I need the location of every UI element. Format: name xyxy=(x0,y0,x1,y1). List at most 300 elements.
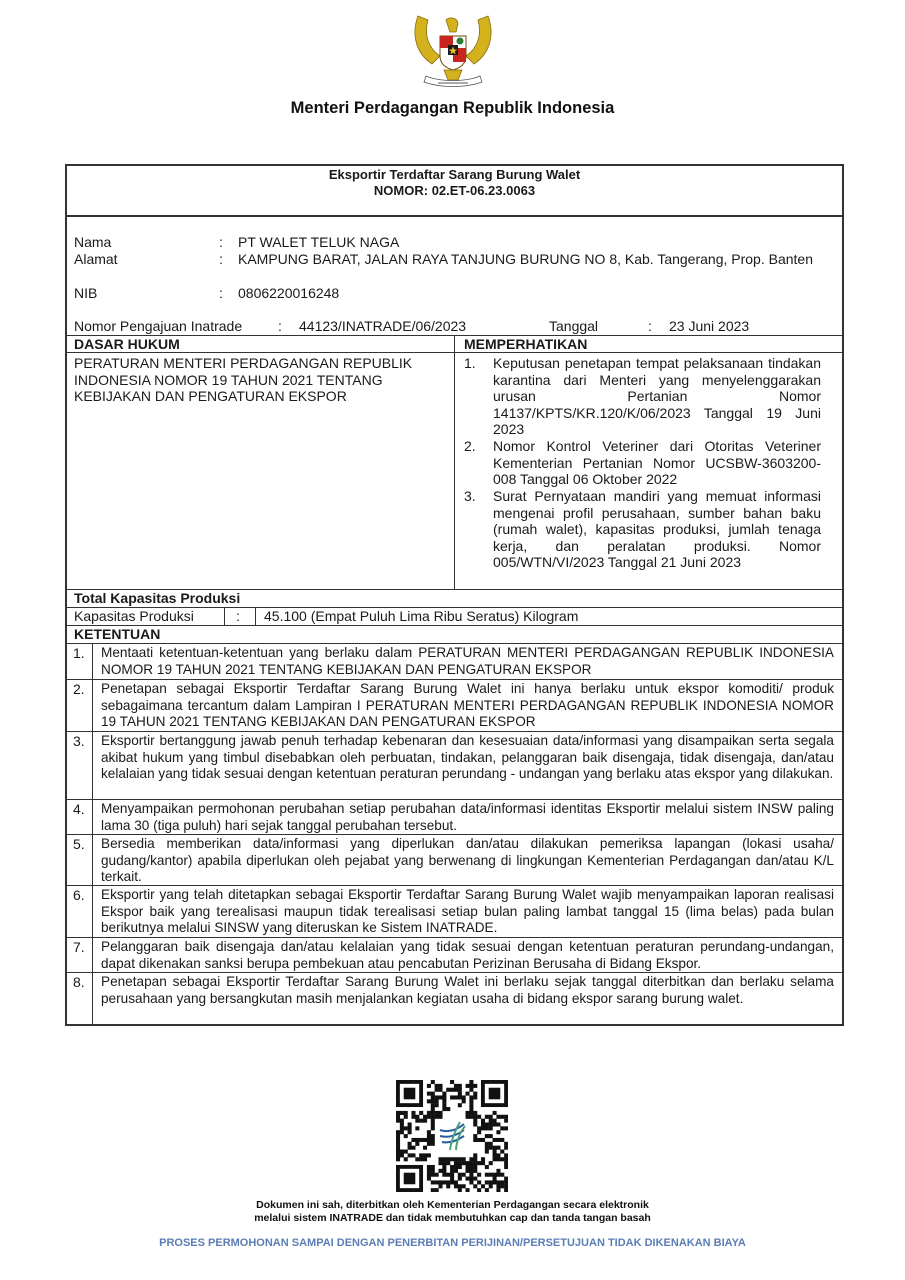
qr-module xyxy=(438,1184,442,1188)
qr-module xyxy=(469,1177,473,1181)
qr-module xyxy=(396,1153,400,1157)
date-colon: : xyxy=(648,318,652,334)
qr-module xyxy=(396,1111,400,1115)
qr-module xyxy=(500,1184,504,1188)
qr-module xyxy=(504,1188,508,1192)
qr-module xyxy=(485,1122,489,1126)
qr-module xyxy=(431,1138,435,1142)
qr-module xyxy=(473,1161,477,1165)
qr-module xyxy=(458,1088,462,1092)
qr-module xyxy=(438,1161,442,1165)
qr-module xyxy=(496,1157,500,1161)
nib-colon: : xyxy=(219,285,223,301)
considering-item-number: 2. xyxy=(464,438,476,454)
provision-number: 8. xyxy=(73,974,85,990)
qr-module xyxy=(431,1180,435,1184)
qr-module xyxy=(462,1157,466,1161)
certificate-number: NOMOR: 02.ET-06.23.0063 xyxy=(373,183,536,198)
qr-module xyxy=(481,1161,485,1165)
qr-module xyxy=(427,1138,431,1142)
qr-module xyxy=(442,1092,446,1096)
qr-module xyxy=(404,1111,408,1115)
qr-module xyxy=(473,1184,477,1188)
qr-module xyxy=(427,1153,431,1157)
qr-module xyxy=(489,1180,493,1184)
qr-module xyxy=(435,1115,439,1119)
qr-module xyxy=(442,1165,446,1169)
qr-module xyxy=(496,1184,500,1188)
qr-module xyxy=(435,1095,439,1099)
provision-number: 5. xyxy=(73,836,85,852)
qr-module xyxy=(477,1138,481,1142)
name-label: Nama xyxy=(74,234,112,250)
qr-module xyxy=(496,1115,500,1119)
qr-module xyxy=(477,1173,481,1177)
cell-divider xyxy=(224,607,225,625)
qr-module xyxy=(496,1169,500,1173)
qr-module xyxy=(469,1095,473,1099)
qr-module xyxy=(411,1153,415,1157)
divider xyxy=(65,679,844,680)
capacity-value: 45.100 (Empat Puluh Lima Ribu Seratus) Kilogram xyxy=(264,608,579,624)
qr-module xyxy=(423,1119,427,1123)
qr-module xyxy=(450,1157,454,1161)
qr-module xyxy=(462,1099,466,1103)
provision-number: 6. xyxy=(73,887,85,903)
qr-module xyxy=(458,1161,462,1165)
qr-module xyxy=(462,1161,466,1165)
qr-module xyxy=(477,1180,481,1184)
divider xyxy=(65,799,844,800)
qr-module xyxy=(493,1157,497,1161)
qr-module xyxy=(396,1146,400,1150)
qr-module xyxy=(415,1119,419,1123)
logo-stroke xyxy=(440,1124,464,1131)
qr-module xyxy=(485,1134,489,1138)
qr-module xyxy=(400,1153,404,1157)
qr-module xyxy=(396,1134,400,1138)
qr-module xyxy=(493,1180,497,1184)
provisions-header: KETENTUAN xyxy=(74,626,161,642)
qr-module xyxy=(423,1157,427,1161)
qr-module xyxy=(454,1157,458,1161)
qr-module xyxy=(473,1165,477,1169)
qr-module xyxy=(473,1084,477,1088)
qr-module xyxy=(415,1126,419,1130)
qr-module xyxy=(435,1111,439,1115)
divider xyxy=(65,643,844,644)
qr-module xyxy=(493,1146,497,1150)
qr-module xyxy=(450,1080,454,1084)
nib-label: NIB xyxy=(74,285,98,301)
considering-item: Keputusan penetapan tempat pelaksanaan tindakan karantina dari Menteri yang menyelenggarakan urusan Pertanian Nomor 14137/KPTS/KR.120/K/06/2023 Tanggal 19 Juni 2023 xyxy=(493,355,821,437)
qr-module xyxy=(469,1080,473,1084)
qr-module xyxy=(411,1115,415,1119)
qr-module xyxy=(469,1157,473,1161)
considering-item: Surat Pernyataan mandiri yang memuat informasi mengenai profil perusahaan, sumber bahan baku (rumah walet), kapasitas produksi, jumlah tenaga kerja, dan peralatan produksi. Nomor 005/WTN/VI/2023 Tanggal 21 Juni 2023 xyxy=(493,488,821,570)
qr-code-icon xyxy=(396,1080,508,1192)
submission-label: Nomor Pengajuan Inatrade xyxy=(74,318,243,334)
qr-module xyxy=(396,1138,400,1142)
divider xyxy=(65,625,844,626)
qr-module xyxy=(438,1169,442,1173)
qr-module xyxy=(427,1169,431,1173)
qr-module xyxy=(473,1177,477,1181)
qr-module xyxy=(435,1088,439,1092)
qr-module xyxy=(446,1180,450,1184)
garuda-emblem-icon xyxy=(410,12,496,92)
qr-module xyxy=(458,1177,462,1181)
qr-module xyxy=(500,1150,504,1154)
qr-module xyxy=(431,1119,435,1123)
qr-module xyxy=(473,1169,477,1173)
qr-module xyxy=(469,1103,473,1107)
qr-module xyxy=(493,1122,497,1126)
qr-module xyxy=(493,1138,497,1142)
qr-module xyxy=(458,1165,462,1169)
qr-module xyxy=(485,1180,489,1184)
qr-module xyxy=(485,1142,489,1146)
qr-module xyxy=(466,1188,470,1192)
qr-module xyxy=(450,1180,454,1184)
qr-module xyxy=(469,1115,473,1119)
provision-number: 3. xyxy=(73,733,85,749)
qr-module xyxy=(473,1119,477,1123)
qr-module xyxy=(481,1184,485,1188)
provision-number: 7. xyxy=(73,939,85,955)
qr-module xyxy=(446,1088,450,1092)
qr-module xyxy=(435,1103,439,1107)
provision-number: 4. xyxy=(73,801,85,817)
qr-module xyxy=(504,1161,508,1165)
nib-value: 0806220016248 xyxy=(238,285,340,301)
company-name: PT WALET TELUK NAGA xyxy=(238,234,400,250)
qr-module xyxy=(450,1177,454,1181)
qr-module xyxy=(489,1134,493,1138)
qr-module xyxy=(435,1173,439,1177)
qr-module xyxy=(431,1092,435,1096)
qr-module xyxy=(496,1130,500,1134)
considering-header: MEMPERHATIKAN xyxy=(464,336,588,352)
qr-module xyxy=(500,1157,504,1161)
qr-module xyxy=(485,1126,489,1130)
qr-module xyxy=(431,1107,435,1111)
qr-module xyxy=(469,1180,473,1184)
qr-module xyxy=(473,1115,477,1119)
qr-module xyxy=(473,1095,477,1099)
qr-module xyxy=(458,1103,462,1107)
qr-module xyxy=(454,1180,458,1184)
qr-module xyxy=(496,1173,500,1177)
qr-module xyxy=(477,1126,481,1130)
divider xyxy=(65,885,844,886)
qr-module xyxy=(396,1119,400,1123)
qr-module xyxy=(427,1130,431,1134)
date-value: 23 Juni 2023 xyxy=(669,318,750,334)
qr-module xyxy=(458,1095,462,1099)
legal-basis-text: PERATURAN MENTERI PERDAGANGAN REPUBLIK INDONESIA NOMOR 19 TAHUN 2021 TENTANG KEBIJAKAN DAN PENGATURAN EKSPOR xyxy=(74,355,413,404)
free-of-charge-notice: PROSES PERMOHONAN SAMPAI DENGAN PENERBITAN PERIJINAN/PERSETUJUAN TIDAK DIKENAKAN BIAYA xyxy=(159,1237,746,1249)
qr-module xyxy=(396,1115,400,1119)
divider xyxy=(65,972,844,973)
qr-module xyxy=(481,1157,485,1161)
qr-module xyxy=(427,1134,431,1138)
inatrade-logo xyxy=(440,1122,465,1150)
qr-module xyxy=(489,1142,493,1146)
qr-module xyxy=(408,1126,412,1130)
qr-module xyxy=(466,1161,470,1165)
qr-module xyxy=(496,1146,500,1150)
qr-module xyxy=(411,1111,415,1115)
qr-module xyxy=(438,1111,442,1115)
qr-module xyxy=(435,1188,439,1192)
qr-module xyxy=(493,1153,497,1157)
divider xyxy=(65,731,844,732)
qr-module xyxy=(442,1107,446,1111)
cell-divider xyxy=(255,607,256,625)
qr-module xyxy=(504,1115,508,1119)
qr-module xyxy=(431,1099,435,1103)
divider xyxy=(65,834,844,835)
qr-module xyxy=(404,1126,408,1130)
qr-module xyxy=(485,1165,489,1169)
qr-module xyxy=(446,1107,450,1111)
qr-module xyxy=(435,1084,439,1088)
qr-module xyxy=(446,1173,450,1177)
qr-module xyxy=(400,1130,404,1134)
qr-module xyxy=(423,1153,427,1157)
qr-module xyxy=(496,1138,500,1142)
qr-module xyxy=(427,1111,431,1115)
capacity-header: Total Kapasitas Produksi xyxy=(74,590,241,606)
qr-module xyxy=(431,1165,435,1169)
qr-module xyxy=(504,1126,508,1130)
qr-module xyxy=(500,1180,504,1184)
qr-module xyxy=(469,1165,473,1169)
qr-module xyxy=(454,1184,458,1188)
qr-module xyxy=(431,1173,435,1177)
qr-module xyxy=(493,1111,497,1115)
qr-module xyxy=(404,1115,408,1119)
qr-module xyxy=(404,1134,408,1138)
qr-module xyxy=(438,1088,442,1092)
qr-module xyxy=(504,1184,508,1188)
qr-module xyxy=(458,1157,462,1161)
qr-module xyxy=(442,1180,446,1184)
qr-module xyxy=(427,1173,431,1177)
qr-module xyxy=(469,1099,473,1103)
qr-module xyxy=(496,1180,500,1184)
considering-item-number: 1. xyxy=(464,355,476,371)
qr-module xyxy=(504,1146,508,1150)
qr-module xyxy=(438,1180,442,1184)
qr-module xyxy=(473,1111,477,1115)
qr-module xyxy=(493,1177,497,1181)
qr-module xyxy=(462,1095,466,1099)
company-address: KAMPUNG BARAT, JALAN RAYA TANJUNG BURUNG NO 8, Kab. Tangerang, Prop. Banten xyxy=(238,251,813,267)
qr-module xyxy=(454,1161,458,1165)
qr-module xyxy=(458,1188,462,1192)
qr-module xyxy=(408,1142,412,1146)
qr-module xyxy=(431,1142,435,1146)
qr-module xyxy=(500,1126,504,1130)
qr-module xyxy=(427,1084,431,1088)
qr-module xyxy=(466,1177,470,1181)
ministry-title: Menteri Perdagangan Republik Indonesia xyxy=(290,99,615,117)
qr-module xyxy=(462,1173,466,1177)
qr-module xyxy=(427,1092,431,1096)
qr-module xyxy=(473,1138,477,1142)
address-colon: : xyxy=(219,251,223,267)
provision-number: 2. xyxy=(73,681,85,697)
qr-module xyxy=(450,1173,454,1177)
qr-module xyxy=(400,1119,404,1123)
capacity-colon: : xyxy=(236,608,240,624)
qr-module xyxy=(504,1142,508,1146)
qr-module xyxy=(415,1157,419,1161)
qr-module xyxy=(446,1157,450,1161)
qr-module xyxy=(431,1126,435,1130)
qr-module xyxy=(400,1111,404,1115)
qr-module xyxy=(396,1150,400,1154)
qr-module xyxy=(408,1146,412,1150)
qr-module xyxy=(423,1146,427,1150)
qr-module xyxy=(489,1146,493,1150)
qr-module xyxy=(431,1080,435,1084)
qr-module xyxy=(438,1084,442,1088)
qr-module xyxy=(419,1119,423,1123)
qr-module xyxy=(438,1115,442,1119)
qr-module xyxy=(493,1119,497,1123)
qr-module xyxy=(450,1169,454,1173)
qr-module xyxy=(500,1138,504,1142)
qr-module xyxy=(431,1188,435,1192)
qr-module xyxy=(431,1122,435,1126)
qr-module xyxy=(446,1184,450,1188)
provision-text: Bersedia memberikan data/informasi yang diperlukan dan/atau dilakukan pemeriksa lapangan (lokasi usaha/ gudang/kantor) apabila diperlukan oleh pejabat yang berwenang di lingkungan Kementerian Perdagangan dan/atau K/L terkait. xyxy=(101,836,834,884)
provision-text: Mentaati ketentuan-ketentuan yang berlaku dalam PERATURAN MENTERI PERDAGANGAN REPUBLIK INDONESIA NOMOR 19 TAHUN 2021 TENTANG KEBIJAKAN DAN PENGATURAN EKSPOR xyxy=(101,645,834,677)
qr-module xyxy=(496,1153,500,1157)
validity-note-line1: Dokumen ini sah, diterbitkan oleh Kementerian Perdagangan secara elektronik xyxy=(256,1199,649,1211)
qr-module xyxy=(466,1115,470,1119)
certificate-title: Eksportir Terdaftar Sarang Burung Walet xyxy=(328,167,581,182)
qr-module xyxy=(431,1115,435,1119)
qr-module xyxy=(450,1088,454,1092)
qr-module xyxy=(411,1146,415,1150)
qr-module xyxy=(442,1103,446,1107)
qr-module xyxy=(469,1111,473,1115)
qr-module xyxy=(489,1126,493,1130)
qr-module xyxy=(435,1180,439,1184)
validity-note-line2: melalui sistem INATRADE dan tidak membutuhkan cap dan tanda tangan basah xyxy=(254,1212,651,1224)
qr-module xyxy=(423,1138,427,1142)
qr-module xyxy=(419,1111,423,1115)
qr-module xyxy=(473,1122,477,1126)
qr-module xyxy=(504,1157,508,1161)
qr-module xyxy=(504,1165,508,1169)
qr-module xyxy=(446,1161,450,1165)
qr-module xyxy=(458,1092,462,1096)
submission-number: 44123/INATRADE/06/2023 xyxy=(299,318,467,334)
qr-module xyxy=(504,1119,508,1123)
qr-module xyxy=(466,1169,470,1173)
qr-module xyxy=(438,1095,442,1099)
qr-module xyxy=(489,1115,493,1119)
qr-module xyxy=(469,1169,473,1173)
qr-module xyxy=(496,1188,500,1192)
qr-module xyxy=(400,1126,404,1130)
qr-module xyxy=(431,1169,435,1173)
date-label: Tanggal xyxy=(549,318,599,334)
qr-module xyxy=(450,1095,454,1099)
provision-text: Pelanggaran baik disengaja dan/atau kelalaian yang tidak sesuai dengan ketentuan peraturan perundang-undangan, dapat dikenakan sanksi berupa pembekuan atau pencabutan Perizinan Berusaha di Bidang Ekspor. xyxy=(101,939,834,971)
provision-text: Menyampaikan permohonan perubahan setiap perubahan data/informasi identitas Eksportir melalui sistem INSW paling lama 30 (tiga puluh) hari sejak tanggal perubahan tersebut. xyxy=(101,801,834,833)
qr-module xyxy=(493,1150,497,1154)
qr-finder-pattern xyxy=(489,1088,501,1100)
qr-module xyxy=(431,1111,435,1115)
qr-module xyxy=(477,1188,481,1192)
qr-module xyxy=(458,1084,462,1088)
qr-module xyxy=(489,1119,493,1123)
qr-module xyxy=(504,1180,508,1184)
qr-module xyxy=(419,1157,423,1161)
qr-module xyxy=(454,1169,458,1173)
qr-module xyxy=(489,1122,493,1126)
qr-module xyxy=(489,1161,493,1165)
qr-module xyxy=(481,1138,485,1142)
address-label: Alamat xyxy=(74,251,118,267)
qr-module xyxy=(504,1153,508,1157)
considering-item-number: 3. xyxy=(464,488,476,504)
provision-text: Eksportir yang telah ditetapkan sebagai Eksportir Terdaftar Sarang Burung Walet wajib menyampaikan laporan realisasi Ekspor baik yang terealisasi maupun tidak terealisasi setiap bulan paling lambat tanggal 15 (lima belas) pada bulan berikutnya melalui SINSW yang diteruskan ke Sistem INATRADE. xyxy=(101,887,834,935)
qr-module xyxy=(442,1169,446,1173)
qr-module xyxy=(458,1173,462,1177)
qr-module xyxy=(442,1095,446,1099)
qr-module xyxy=(481,1122,485,1126)
qr-module xyxy=(469,1088,473,1092)
qr-module xyxy=(477,1161,481,1165)
qr-module xyxy=(404,1157,408,1161)
qr-module xyxy=(469,1084,473,1088)
legal-basis-header: DASAR HUKUM xyxy=(74,336,180,352)
qr-module xyxy=(404,1150,408,1154)
qr-module xyxy=(469,1161,473,1165)
qr-module xyxy=(462,1184,466,1188)
qr-module xyxy=(408,1153,412,1157)
submission-colon: : xyxy=(278,318,282,334)
provision-text: Penetapan sebagai Eksportir Terdaftar Sarang Burung Walet ini berlaku sejak tanggal diterbitkan dan berlaku selama perusahaan yang bersangkutan masih menjalankan kegiatan usaha di bidang ekspor sarang burung walet. xyxy=(101,974,834,1006)
considering-item: Nomor Kontrol Veteriner dari Otoritas Veteriner Kementerian Pertanian Nomor UCSBW-3603200-008 Tanggal 06 Oktober 2022 xyxy=(493,438,821,487)
capacity-label: Kapasitas Produksi xyxy=(74,608,194,624)
qr-module xyxy=(408,1122,412,1126)
qr-module xyxy=(396,1142,400,1146)
qr-module xyxy=(427,1177,431,1181)
qr-module xyxy=(489,1173,493,1177)
qr-module xyxy=(466,1092,470,1096)
qr-module xyxy=(458,1184,462,1188)
qr-module xyxy=(438,1157,442,1161)
qr-module xyxy=(419,1153,423,1157)
divider xyxy=(65,937,844,938)
qr-module xyxy=(500,1173,504,1177)
qr-module xyxy=(431,1134,435,1138)
qr-module xyxy=(423,1115,427,1119)
qr-module xyxy=(411,1138,415,1142)
qr-module xyxy=(466,1165,470,1169)
qr-module xyxy=(485,1115,489,1119)
qr-module xyxy=(473,1092,477,1096)
qr-module xyxy=(450,1165,454,1169)
